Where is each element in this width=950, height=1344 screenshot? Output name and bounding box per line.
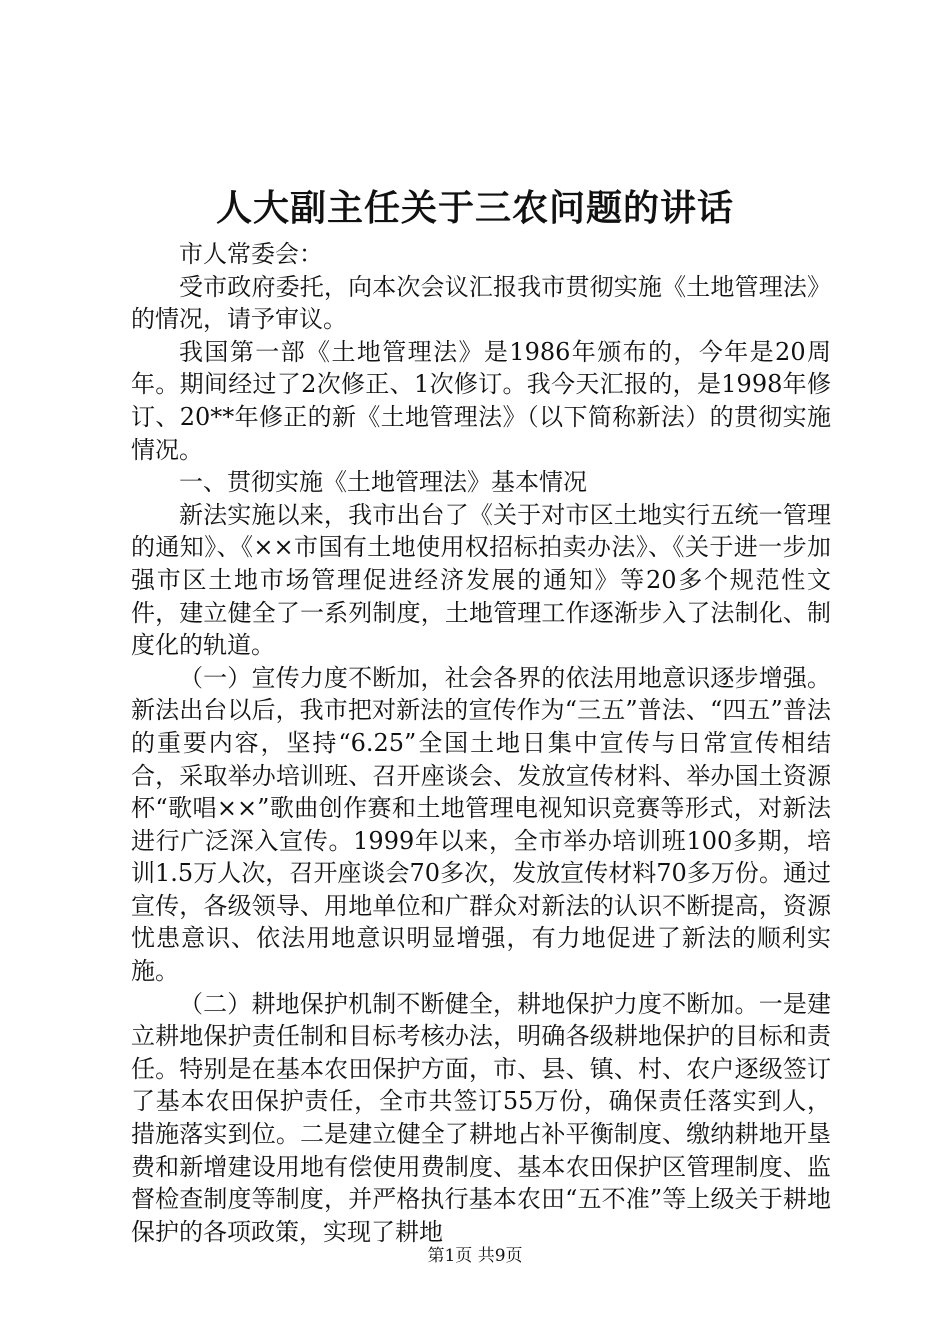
page-footer: 第1页 共9页 — [427, 1246, 523, 1266]
section-heading: 一、贯彻实施《土地管理法》基本情况 — [179, 468, 587, 497]
salutation: 市人常委会： — [179, 240, 323, 268]
document-body — [131, 238, 831, 1248]
paragraph: （一）宣传力度不断加，社会各界的依法用地意识逐步增强。新法出台以后，我市把对新法的宣传作为“三五”普法、“四五”普法的重要内容，坚持“6.25”全国土地日集中宣传与日常宣传相结合，采取举办培训班、召开座谈会、发放宣传材料、举办国土资源杯“歌唱××”歌曲创作赛和土地管理电视知识竞赛等形式，对新法进行广泛深入宣传。1999年以来，全市举办培训班100多期，培训1.5万人次，召开座谈会70多次，发放宣传材料70多万份。通过宣传，各级领导、用地单位和广群众对新法的认识不断提高，资源忧患意识、依法用地意识明显增强，有力地促进了新法的顺利实施。 — [131, 663, 831, 986]
paragraph: 受市政府委托，向本次会议汇报我市贯彻实施《土地管理法》的情况，请予审议。 — [131, 272, 831, 334]
paragraph: 我国第一部《土地管理法》是1986年颁布的，今年是20周年。期间经过了2次修正、1次修订。我今天汇报的，是1998年修订、20**年修正的新《土地管理法》（以下简称新法）的贯彻实施情况。 — [131, 337, 831, 464]
paragraph: （二）耕地保护机制不断健全，耕地保护力度不断加。一是建立耕地保护责任制和目标考核办法，明确各级耕地保护的目标和责任。特别是在基本农田保护方面，市、县、镇、村、农户逐级签订了基本农田保护责任，全市共签订55万份，确保责任落实到人，措施落实到位。二是建立健全了耕地占补平衡制度、缴纳耕地开垦费和新增建设用地有偿使用费制度、基本农田保护区管理制度、监督检查制度等制度，并严格执行基本农田“五不准”等上级关于耕地保护的各项政策，实现了耕地 — [131, 989, 831, 1246]
document-title: 人大副主任关于三农问题的讲话 — [215, 187, 734, 229]
paragraph: 新法实施以来，我市出台了《关于对市区土地实行五统一管理的通知》、《××市国有土地使用权招标拍卖办法》、《关于进一步加强市区土地市场管理促进经济发展的通知》等20多个规范性文件，建立健全了一系列制度，土地管理工作逐渐步入了法制化、制度化的轨道。 — [131, 500, 831, 660]
